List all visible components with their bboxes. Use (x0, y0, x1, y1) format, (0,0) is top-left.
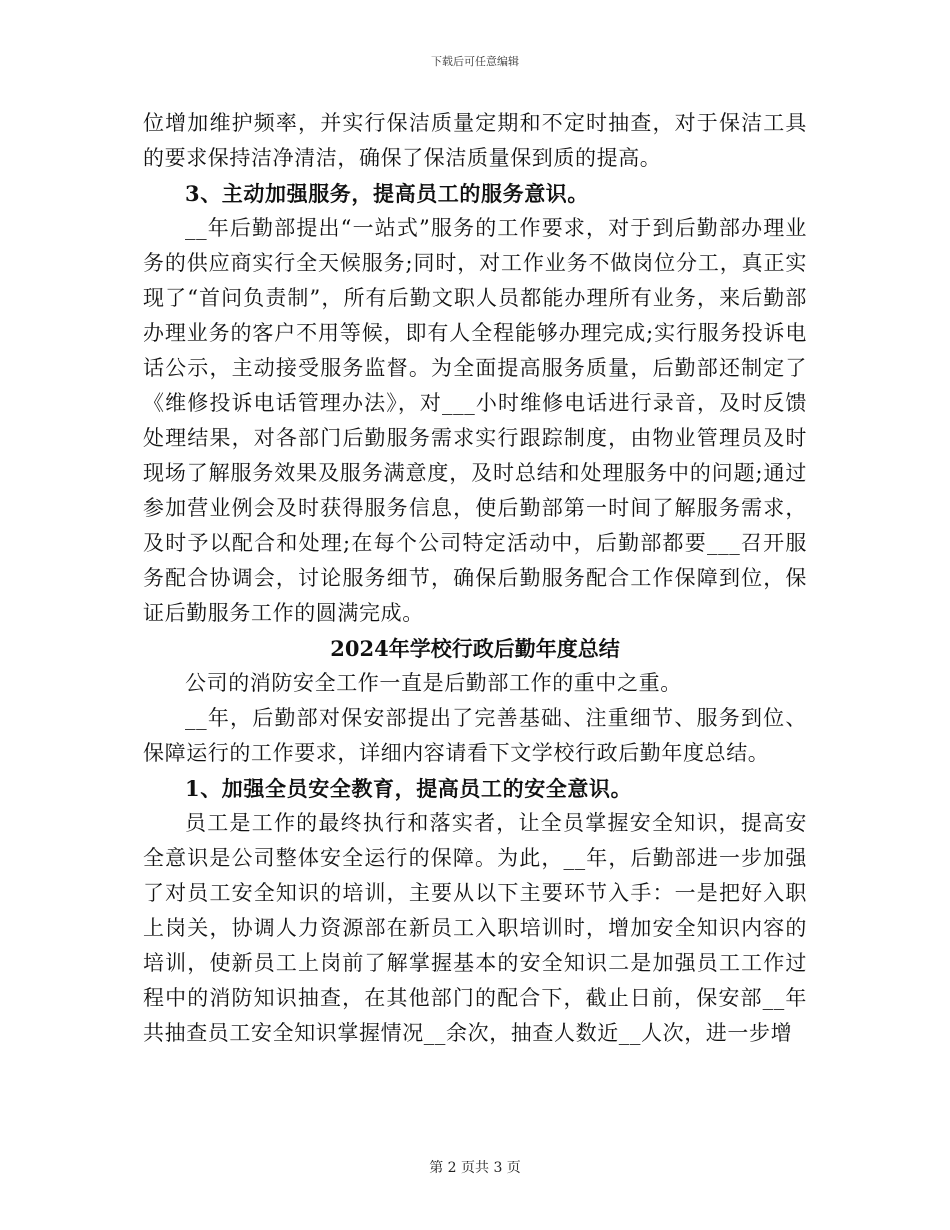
page-header: 下载后可任意编辑 (431, 55, 519, 68)
paragraph-requirements: __年，后勤部对保安部提出了完善基础、注重细节、服务到位、保障运行的工作要求，详细内容请看下文学校行政后勤年度总结。 (143, 706, 807, 765)
paragraph-fire-safety: 公司的消防安全工作一直是后勤部工作的重中之重。 (185, 671, 682, 695)
paragraph-cleaning: 位增加维护频率，并实行保洁质量定期和不定时抽查，对于保洁工具的要求保持洁净清洁，确保了保洁质量保到质的提高。 (143, 111, 807, 170)
section-heading-safety: 1、加强全员安全教育，提高员工的安全意识。 (185, 776, 633, 801)
document-title: 2024年学校行政后勤年度总结 (330, 636, 620, 661)
section-heading-service: 3、主动加强服务，提高员工的服务意识。 (185, 181, 590, 206)
page-number: 第 2 页共 3 页 (429, 1160, 521, 1176)
paragraph-safety-training: 员工是工作的最终执行和落实者，让全员掌握安全知识，提高安全意识是公司整体安全运行的保障。为此，__年，后勤部进一步加强了对员工安全知识的培训，主要从以下主要环节入手：一是把好入职上岗关，协调人力资源部在新员工入职培训时，增加安全知识内容的培训，使新员工上岗前了解掌握基本的安全知识二是加强员工工作过程中的消防知识抽查，在其他部门的配合下，截止日前，保安部__年共抽查员工安全知识掌握情况__余次，抽查人数近__人次，进一步增 (143, 811, 807, 1045)
paragraph-service: __年后勤部提出“一站式”服务的工作要求，对于到后勤部办理业务的供应商实行全天候服务;同时，对工作业务不做岗位分工，真正实现了“首问负责制”，所有后勤文职人员都能办理所有业务，来后勤部办理业务的客户不用等候，即有人全程能够办理完成;实行服务投诉电话公示，主动接受服务监督。为全面提高服务质量，后勤部还制定了《维修投诉电话管理办法》，对___小时维修电话进行录音，及时反馈处理结果，对各部门后勤服务需求实行跟踪制度，由物业管理员及时现场了解服务效果及服务满意度，及时总结和处理服务中的问题;通过参加营业例会及时获得服务信息，使后勤部第一时间了解服务需求，及时予以配合和处理;在每个公司特定活动中，后勤部都要___召开服务配合协调会，讨论服务细节，确保后勤服务配合工作保障到位，保证后勤服务工作的圆满完成。 (143, 216, 807, 625)
document-body (143, 106, 807, 1051)
